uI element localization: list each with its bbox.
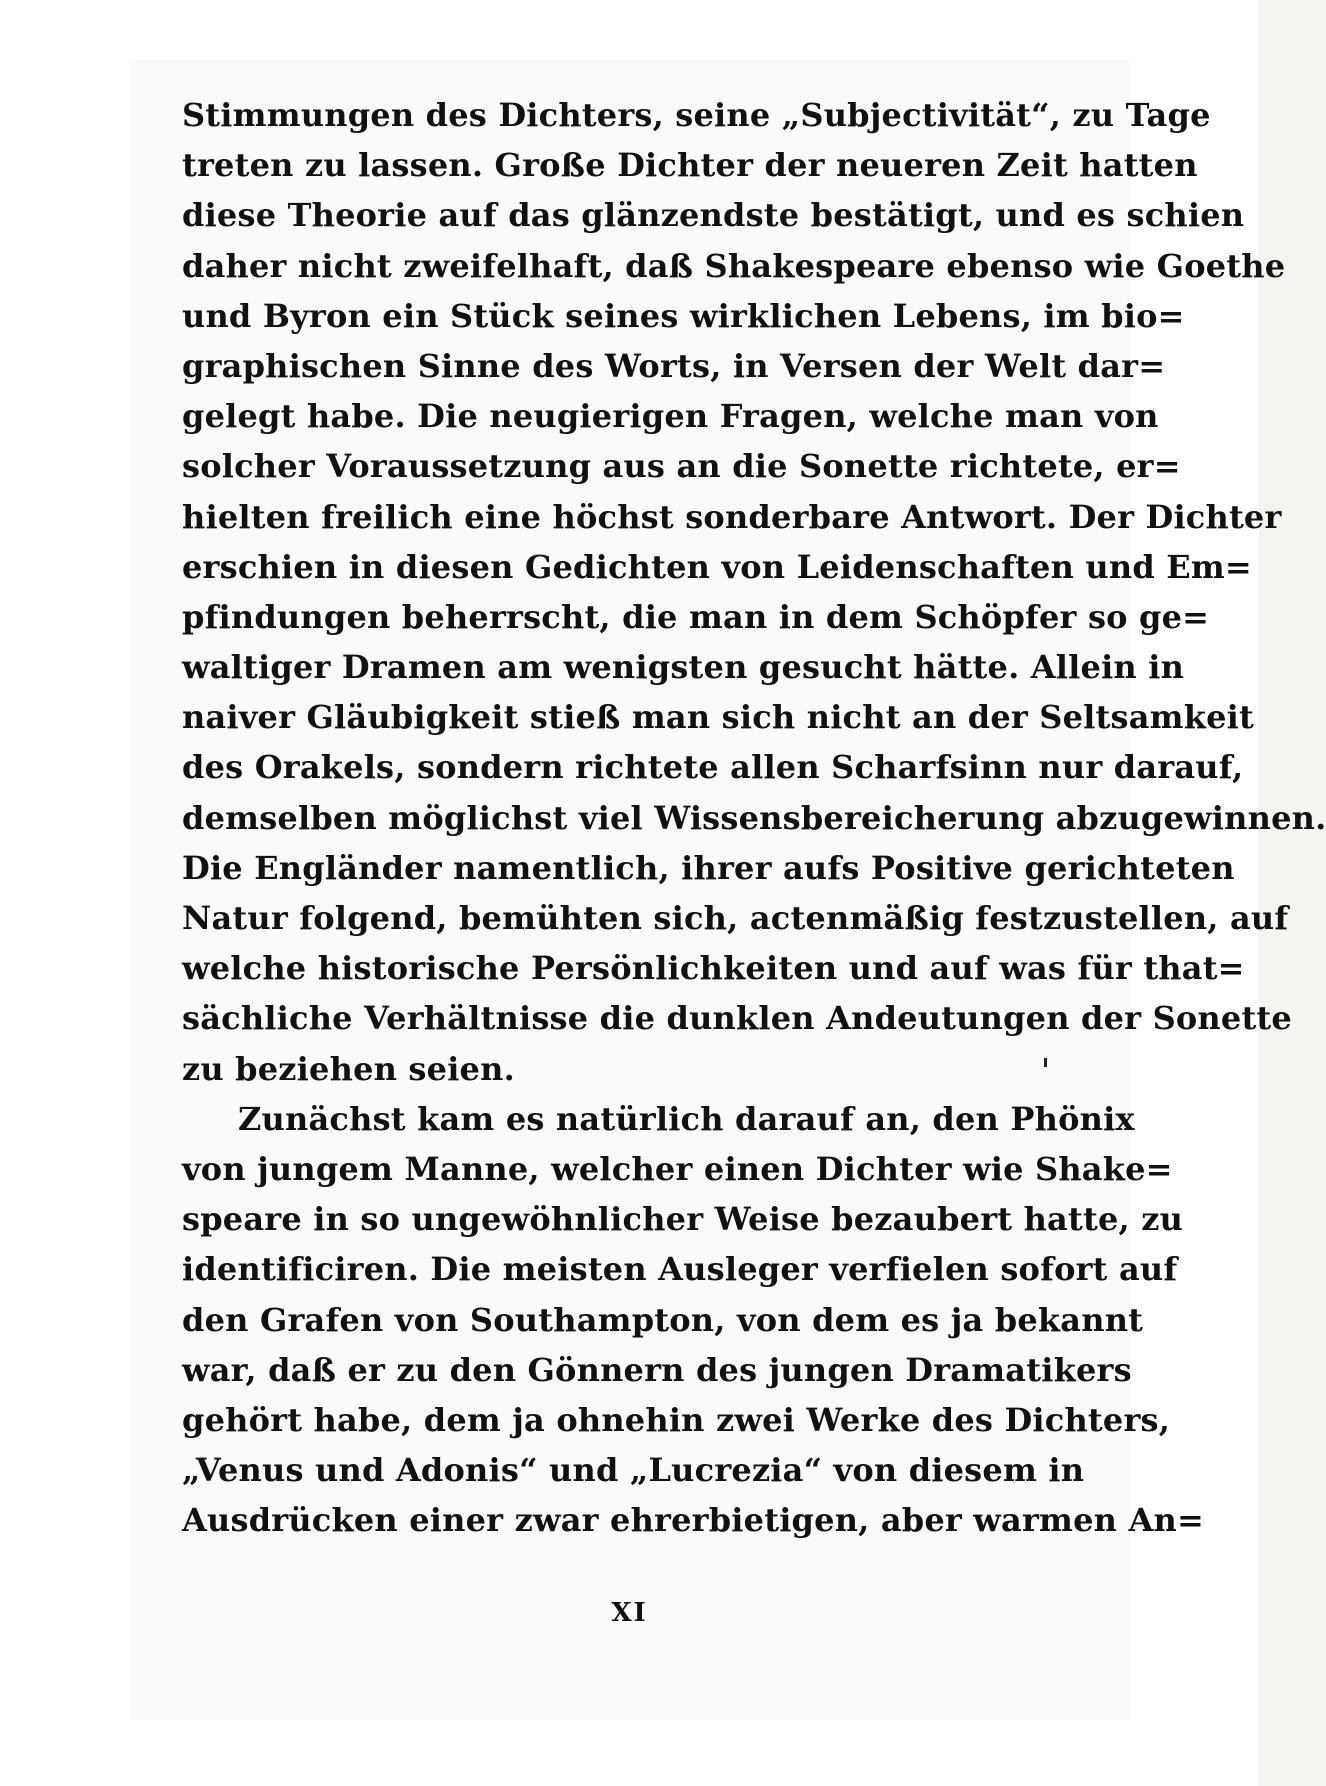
- text-line: gelegt habe. Die neugierigen Fragen, welche man von: [182, 397, 1159, 436]
- text-line: diese Theorie auf das glänzendste bestätigt, und es schien: [182, 196, 1245, 235]
- text-line: welche historische Persönlichkeiten und auf was für that=: [182, 949, 1245, 988]
- page-number: XI: [611, 1598, 648, 1628]
- text-line: Ausdrücken einer zwar ehrerbietigen, aber warmen An=: [182, 1501, 1204, 1540]
- text-line: identificiren. Die meisten Ausleger verfielen sofort auf: [182, 1250, 1178, 1289]
- text-line: pfindungen beherrscht, die man in dem Schöpfer so ge=: [182, 597, 1210, 636]
- text-line: naiver Gläubigkeit stieß man sich nicht an der Seltsamkeit: [182, 698, 1254, 737]
- text-line: „Venus und Adonis“ und „Lucrezia“ von diesem in: [182, 1451, 1085, 1490]
- text-line: und Byron ein Stück seines wirklichen Lebens, im bio=: [182, 296, 1185, 335]
- text-line: Natur folgend, bemühten sich, actenmäßig festzustellen, auf: [182, 899, 1289, 937]
- text-line: des Orakels, sondern richtete allen Scharfsinn nur darauf,: [182, 748, 1244, 787]
- text-line: demselben möglichst viel Wissensbereicherung abzugewinnen.: [182, 798, 1326, 837]
- text-line: war, daß er zu den Gönnern des jungen Dramatikers: [182, 1350, 1132, 1389]
- paragraph-start-line: Zunächst kam es natürlich darauf an, den Phönix: [238, 1099, 1135, 1138]
- text-line: speare in so ungewöhnlicher Weise bezaubert hatte, zu: [182, 1200, 1184, 1239]
- text-line: Die Engländer namentlich, ihrer aufs Positive gerichteten: [182, 848, 1235, 887]
- text-line: den Grafen von Southampton, von dem es ja bekannt: [182, 1300, 1144, 1339]
- text-line: gehört habe, dem ja ohnehin zwei Werke des Dichters,: [182, 1400, 1171, 1439]
- text-line: erschien in diesen Gedichten von Leidenschaften und Em=: [182, 547, 1252, 586]
- text-line: solcher Voraussetzung aus an die Sonette richtete, er=: [182, 447, 1181, 486]
- paragraph-end-line: zu beziehen seien.: [182, 1049, 515, 1088]
- text-line: waltiger Dramen am wenigsten gesucht hätte. Allein in: [182, 648, 1185, 687]
- text-line: graphischen Sinne des Worts, in Versen der Welt dar=: [182, 346, 1166, 385]
- print-speck: [1044, 1058, 1047, 1067]
- text-line: von jungem Manne, welcher einen Dichter wie Shake=: [182, 1149, 1173, 1188]
- text-line: hielten freilich eine höchst sonderbare Antwort. Der Dichter: [182, 497, 1282, 536]
- text-line: Stimmungen des Dichters, seine „Subjectivität“, zu Tage: [182, 96, 1211, 134]
- text-line: treten zu lassen. Große Dichter der neueren Zeit hatten: [182, 146, 1198, 185]
- body-text: [182, 90, 1326, 1545]
- text-line: sächliche Verhältnisse die dunklen Andeutungen der Sonette: [182, 999, 1292, 1038]
- text-line: daher nicht zweifelhaft, daß Shakespeare ebenso wie Goethe: [182, 246, 1286, 285]
